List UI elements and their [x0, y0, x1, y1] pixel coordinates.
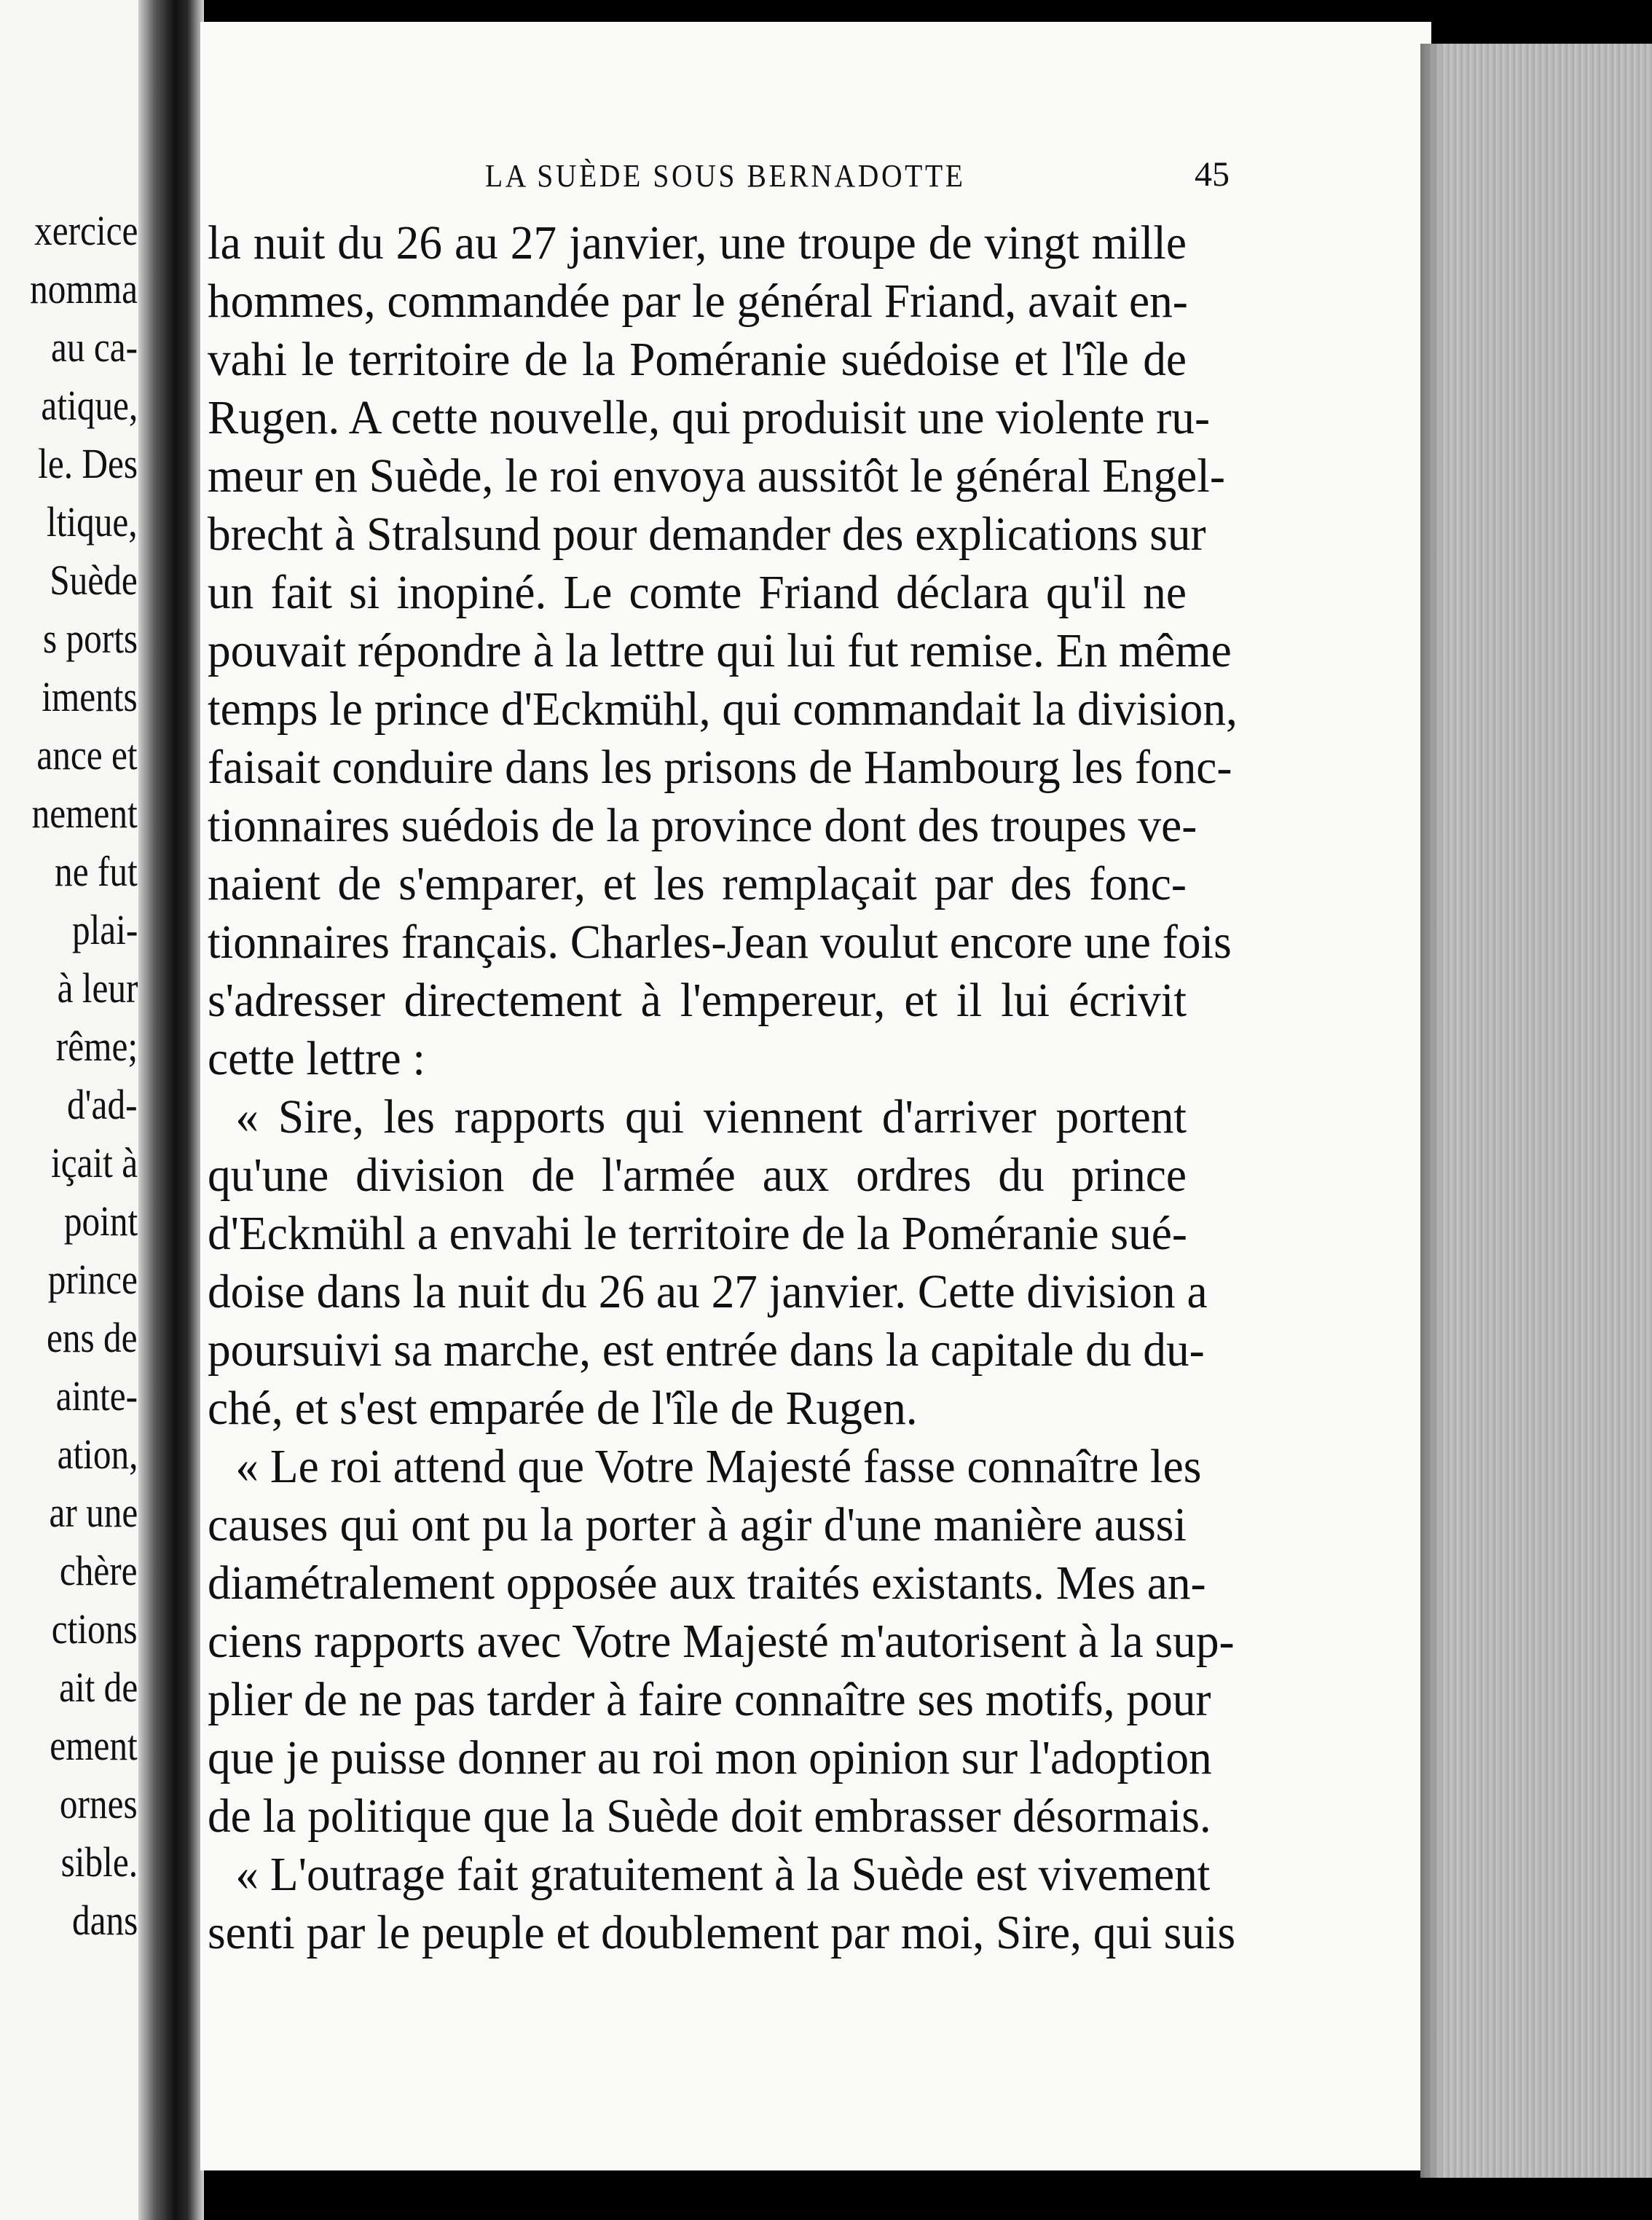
left-page-line: iments	[42, 673, 138, 720]
left-page-line: dans	[71, 1897, 138, 1944]
left-page-line: Suède	[50, 556, 138, 604]
left-page-line: le. Des	[38, 440, 138, 487]
text-line: pouvait répondre à la lettre qui lui fut remise. En même	[208, 624, 1232, 677]
left-page-line: ance et	[36, 731, 138, 779]
page-number: 45	[1195, 155, 1230, 194]
left-page-line: nement	[31, 790, 138, 837]
left-page-line: nomma	[30, 265, 138, 312]
left-page-line: içait à	[50, 1139, 138, 1186]
left-page-line: ltique,	[47, 498, 138, 546]
left-page-line: ainte-	[55, 1372, 138, 1420]
left-page-line: à leur	[57, 964, 138, 1012]
text-line: poursuivi sa marche, est entrée dans la capitale du du-	[208, 1323, 1205, 1377]
text-line: Rugen. A cette nouvelle, qui produisit une violente ru-	[208, 391, 1211, 444]
text-line: « L'outrage fait gratuitement à la Suède est vivement	[235, 1848, 1211, 1901]
text-line: s'adresser directement à l'empereur, et il lui écrivit	[208, 974, 1187, 1027]
text-line: meur en Suède, le roi envoya aussitôt le général Engel-	[208, 449, 1225, 503]
page-block-edge	[1420, 44, 1652, 2178]
text-line: cette lettre :	[208, 1032, 426, 1085]
left-page-line: ation,	[57, 1430, 138, 1478]
text-line: de la politique que la Suède doit embrasser désormais.	[208, 1790, 1211, 1843]
book-gutter	[138, 0, 204, 2220]
left-page-line: ait de	[58, 1664, 138, 1711]
text-line: un fait si inopiné. Le comte Friand déclara qu'il ne	[208, 566, 1187, 619]
left-page-line: ornes	[60, 1780, 138, 1827]
left-page-line: ne fut	[55, 848, 138, 895]
left-page-line: au ca-	[50, 323, 138, 371]
page-edge-shadow	[1420, 44, 1442, 2178]
running-head: LA SUÈDE SOUS BERNADOTTE	[485, 158, 966, 194]
text-line: tionnaires suédois de la province dont des troupes ve-	[208, 799, 1197, 852]
text-line: naient de s'emparer, et les remplaçait par des fonc-	[208, 857, 1187, 910]
left-page-line: xercice	[34, 207, 138, 254]
text-line: ché, et s'est emparée de l'île de Rugen.	[208, 1382, 918, 1435]
left-page-line: ement	[50, 1722, 138, 1769]
text-line: faisait conduire dans les prisons de Hambourg les fonc-	[208, 741, 1232, 794]
text-line: la nuit du 26 au 27 janvier, une troupe de vingt mille	[208, 216, 1187, 269]
text-line: temps le prince d'Eckmühl, qui commandait la division,	[208, 682, 1238, 736]
text-line: tionnaires français. Charles-Jean voulut encore une fois	[208, 916, 1232, 969]
left-page-line: s ports	[42, 615, 138, 662]
text-line: causes qui ont pu la porter à agir d'une manière aussi	[208, 1498, 1187, 1551]
left-page-line: ar une	[49, 1489, 138, 1536]
left-page-line: point	[63, 1197, 138, 1245]
left-page-line: prince	[47, 1256, 138, 1303]
left-page-line: sible.	[60, 1838, 138, 1886]
left-page-line: ens de	[47, 1314, 138, 1361]
text-line: vahi le territoire de la Poméranie suédoise et l'île de	[208, 333, 1187, 386]
text-line: brecht à Stralsund pour demander des explications sur	[208, 508, 1206, 561]
body-text	[208, 214, 1238, 1962]
left-page-line: atique,	[41, 382, 138, 429]
text-line: qu'une division de l'armée aux ordres du prince	[208, 1149, 1187, 1202]
left-page-line: chère	[60, 1547, 138, 1594]
left-page-line: plai-	[71, 906, 138, 953]
text-line: d'Eckmühl a envahi le territoire de la Poméranie sué-	[208, 1207, 1187, 1260]
text-line: ciens rapports avec Votre Majesté m'autorisent à la sup-	[208, 1615, 1235, 1668]
previous-page-fragment	[0, 0, 149, 2220]
text-line: hommes, commandée par le général Friand, avait en-	[208, 275, 1188, 328]
text-line: « Le roi attend que Votre Majesté fasse connaître les	[235, 1440, 1202, 1493]
text-line: diamétralement opposée aux traités existants. Mes an-	[208, 1556, 1206, 1610]
text-line: senti par le peuple et doublement par moi, Sire, qui suis	[208, 1906, 1236, 1959]
text-line: doise dans la nuit du 26 au 27 janvier. Cette division a	[208, 1265, 1208, 1318]
text-line: plier de ne pas tarder à faire connaître ses motifs, pour	[208, 1673, 1211, 1726]
left-page-line: rême;	[55, 1023, 138, 1070]
left-page-line: d'ad-	[67, 1081, 138, 1128]
text-line: que je puisse donner au roi mon opinion sur l'adoption	[208, 1731, 1212, 1784]
left-page-line: ctions	[52, 1605, 138, 1653]
text-line: « Sire, les rapports qui viennent d'arriver portent	[235, 1090, 1187, 1144]
